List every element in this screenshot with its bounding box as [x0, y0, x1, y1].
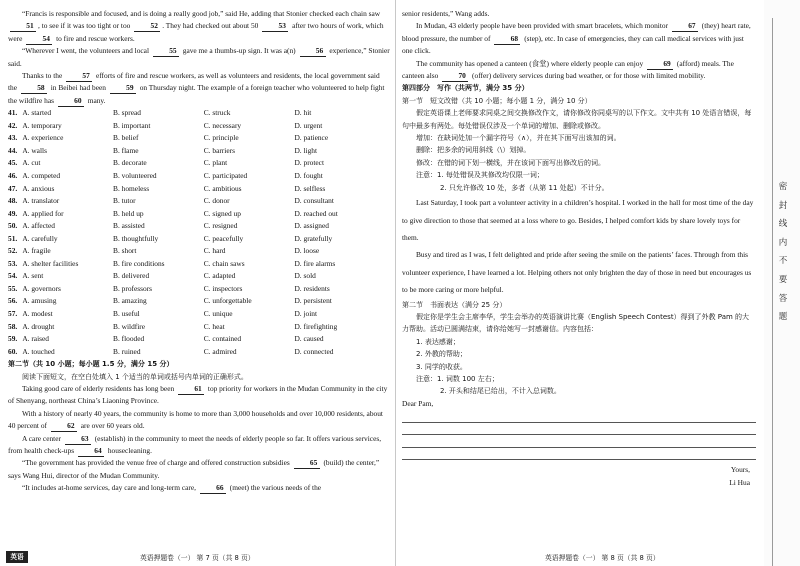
- text: . They had checked out about 50: [162, 21, 259, 31]
- content-point: 3. 同学的收获。: [416, 362, 467, 371]
- option-choice[interactable]: C. plant: [203, 158, 228, 168]
- option-choice[interactable]: A. touched: [22, 346, 55, 356]
- note-line: 2. 开头和结尾已给出，不计入总词数。: [440, 387, 561, 396]
- text: , to see if it was too tight or too: [38, 21, 131, 31]
- note-line: 注意：1. 词数 100 左右；: [416, 374, 499, 383]
- section-title: 第二节（共 10 小题；每小题 1.5 分，满分 15 分）: [8, 360, 174, 369]
- question-number: 53.: [8, 258, 18, 268]
- question-number: 50.: [8, 221, 18, 231]
- content-point: 2. 外教的帮助；: [416, 350, 467, 359]
- passage-paragraph: [8, 8, 390, 45]
- option-choice[interactable]: B. flame: [113, 145, 139, 155]
- blank-52: 52: [134, 21, 160, 32]
- option-row: [8, 245, 390, 258]
- option-choice[interactable]: A. affected: [22, 221, 56, 231]
- part-title: 第四部分 写作（共两节，满分 35 分）: [402, 84, 529, 93]
- text: experience,” Stonier said.: [8, 46, 390, 68]
- text: on Thursday night. The example of a foreign teacher who volunteered to help fight the wildfire has: [8, 83, 385, 105]
- text: “The government has provided the venue free of charge and offered construction subsidies: [22, 458, 290, 468]
- essay-paragraph: Last Saturday, I took part a volunteer activity in a children’s hospital. I worked in the hall for most time of the day to give direction to those that seemed at a loss where to go. Besides, I helped comfort kids by share lovely toys for them.: [402, 198, 754, 242]
- option-choice[interactable]: C. inspectors: [203, 283, 243, 293]
- option-choice[interactable]: A. started: [22, 108, 52, 118]
- option-choice[interactable]: C. resigned: [203, 221, 238, 231]
- text: In Mudan, 43 elderly people have been provided with smart bracelets, which monitor: [416, 21, 669, 31]
- option-choice[interactable]: D. reached out: [294, 208, 338, 218]
- option-choice[interactable]: A. walls: [22, 145, 47, 155]
- option-choice[interactable]: B. ruined: [113, 346, 141, 356]
- option-row: [8, 308, 390, 321]
- section-instruction: 阅读下面短文，在空白处填入 1 个适当的单词或括号内单词的正确形式。: [22, 372, 248, 381]
- page-footer-right: 英语押题卷（一） 第 8 页（共 8 页）: [545, 554, 660, 562]
- option-choice[interactable]: C. principle: [203, 133, 239, 143]
- text: Thanks to the: [22, 71, 63, 81]
- binding-notice: 密 封 线 内 不 要 答 题: [778, 182, 788, 323]
- question-number: 60.: [8, 346, 18, 356]
- option-choice[interactable]: D. assigned: [294, 221, 329, 231]
- writing-line[interactable]: [402, 423, 756, 436]
- option-choice[interactable]: C. donor: [203, 196, 230, 206]
- option-choice[interactable]: A. shelter facilities: [22, 258, 79, 268]
- question-number: 54.: [8, 271, 18, 281]
- text: housecleaning.: [107, 446, 152, 456]
- blank-55: 55: [153, 46, 179, 57]
- grammar-paragraph: [8, 457, 390, 482]
- question-number: 49.: [8, 208, 18, 218]
- passage-paragraph: [8, 45, 390, 70]
- option-choice[interactable]: B. amazing: [113, 296, 147, 306]
- letter-signature: Li Hua: [729, 477, 750, 487]
- grammar-paragraph: [8, 383, 390, 408]
- blank-51: 51: [10, 21, 36, 32]
- options-table: [8, 107, 390, 358]
- option-choice[interactable]: C. barriers: [203, 145, 235, 155]
- option-choice[interactable]: C. participated: [203, 170, 248, 180]
- text: (step), etc. In case of emergencies, they can call medical services with just one click.: [402, 33, 744, 56]
- grammar-paragraph: senior residents,” Wang adds.: [402, 9, 490, 18]
- question-number: 58.: [8, 321, 18, 331]
- text: (establish) in the community to meet the needs of elderly people so far. It offers various services, from health check-ups: [8, 433, 382, 456]
- option-choice[interactable]: A. translator: [22, 196, 60, 206]
- text: The community has opened a canteen (食堂) where elderly people can enjoy: [416, 58, 644, 68]
- option-choice[interactable]: A. applied for: [22, 208, 64, 218]
- option-choice[interactable]: B. decorate: [113, 158, 147, 168]
- option-choice[interactable]: A. competed: [22, 170, 61, 180]
- option-row: [8, 195, 390, 208]
- option-row: [8, 333, 390, 346]
- option-row: [8, 183, 390, 196]
- question-number: 45.: [8, 158, 18, 168]
- option-choice[interactable]: D. sold: [294, 271, 316, 281]
- option-row: [8, 233, 390, 246]
- text: after two hours of work, which were: [8, 21, 384, 43]
- question-number: 47.: [8, 183, 18, 193]
- text: (meet) the various needs of the: [229, 483, 322, 493]
- blank-61: 61: [178, 384, 204, 395]
- option-row: [8, 295, 390, 308]
- letter-greeting: Dear Pam,: [402, 398, 434, 408]
- option-choice[interactable]: B. thoughtfully: [113, 233, 159, 243]
- option-choice[interactable]: D. connected: [294, 346, 334, 356]
- option-choice[interactable]: D. consultant: [294, 196, 334, 206]
- option-choice[interactable]: B. tutor: [113, 196, 136, 206]
- option-choice[interactable]: D. urgent: [294, 120, 323, 130]
- blank-69: 69: [647, 59, 673, 70]
- letter-closing: Yours,: [730, 465, 750, 475]
- section-title: 第二节 书面表达（满分 25 分）: [402, 300, 507, 309]
- rule-delete: 删除：把多余的词用斜线（\）划掉。: [416, 146, 531, 155]
- option-choice[interactable]: B. important: [113, 120, 151, 130]
- option-choice[interactable]: B. homeless: [113, 183, 150, 193]
- text: “Wherever I went, the volunteers and local: [22, 46, 150, 56]
- option-choice[interactable]: B. professors: [113, 283, 153, 293]
- blank-66: 66: [200, 483, 226, 494]
- option-choice[interactable]: D. selfless: [294, 183, 326, 193]
- option-row: [8, 208, 390, 221]
- text: “It includes at-home services, day care and long-term care,: [22, 483, 197, 493]
- text: efforts of fire and rescue workers, as well as volunteers and residents, the local government said the: [8, 71, 380, 93]
- text: (they) heart rate, blood pressure, the number of: [402, 21, 751, 43]
- subject-badge: 英语: [6, 551, 28, 563]
- option-choice[interactable]: A. drought: [22, 321, 55, 331]
- question-number: 46.: [8, 170, 18, 180]
- option-row: [8, 346, 390, 359]
- text: are over 60 years old.: [80, 421, 145, 431]
- option-choice[interactable]: B. held up: [113, 208, 144, 218]
- text: A care center: [22, 433, 61, 443]
- blank-59: 59: [110, 83, 136, 94]
- question-number: 57.: [8, 309, 18, 318]
- writing-line[interactable]: [402, 448, 756, 461]
- page-divider: [395, 0, 396, 566]
- blank-70: 70: [442, 71, 468, 82]
- blank-60: 60: [58, 96, 84, 107]
- option-choice[interactable]: A. carefully: [22, 233, 58, 243]
- option-row: [8, 270, 390, 283]
- option-choice[interactable]: C. necessary: [203, 120, 242, 130]
- text: many.: [87, 95, 106, 105]
- option-choice[interactable]: B. belief: [113, 133, 139, 143]
- option-choice[interactable]: B. fire conditions: [113, 258, 165, 268]
- option-choice[interactable]: C. adapted: [203, 271, 236, 281]
- blank-58: 58: [21, 83, 47, 94]
- text: (afford) meals. The canteen also: [402, 58, 734, 81]
- option-choice[interactable]: A. governors: [22, 283, 61, 293]
- option-choice[interactable]: B. delivered: [113, 271, 150, 281]
- grammar-paragraph: [402, 20, 756, 57]
- rule-add: 增加：在缺词处加一个漏字符号（∧），并在其下面写出该加的词。: [416, 134, 621, 143]
- blank-57: 57: [66, 71, 92, 82]
- section-instruction: 假定英语课上老师要求同桌之间交换修改作文，请你修改你同桌写的以下作文。文中共有 10 处语言错误，每句中最多有两处。每处错误仅涉及一个单词的增加、删除或修改。: [402, 109, 752, 130]
- rule-modify: 修改：在错的词下划一横线，并在该词下面写出修改后的词。: [416, 158, 605, 167]
- blank-68: 68: [494, 34, 520, 45]
- binding-line: [772, 18, 773, 566]
- option-row: [8, 107, 390, 120]
- grammar-paragraph: [8, 408, 390, 433]
- option-choice[interactable]: A. experience: [22, 133, 64, 143]
- option-choice[interactable]: D. caused: [294, 334, 324, 344]
- text: to fire and rescue workers.: [56, 33, 135, 43]
- option-choice[interactable]: B. assisted: [113, 221, 145, 231]
- question-number: 42.: [8, 120, 18, 130]
- option-choice[interactable]: C. hard: [203, 246, 226, 256]
- blank-62: 62: [51, 421, 77, 432]
- option-row: [8, 220, 390, 233]
- text: Taking good care of elderly residents has long been: [22, 384, 175, 393]
- left-page: [8, 8, 390, 495]
- option-choice[interactable]: D. light: [294, 145, 318, 155]
- question-number: 51.: [8, 233, 18, 243]
- blank-64: 64: [78, 446, 104, 457]
- option-choice[interactable]: B. volunteered: [113, 170, 157, 180]
- option-choice[interactable]: D. fought: [294, 170, 323, 180]
- option-choice[interactable]: D. hit: [294, 108, 312, 118]
- text: gave me a thumbs-up sign. It was a(n): [182, 46, 296, 56]
- option-choice[interactable]: C. contained: [203, 334, 242, 344]
- blank-53: 53: [262, 21, 288, 32]
- text: in Beibei had been: [50, 83, 106, 93]
- option-choice[interactable]: A. temporary: [22, 120, 62, 130]
- option-row: [8, 157, 390, 170]
- option-choice[interactable]: A. sent: [22, 271, 44, 281]
- option-choice[interactable]: D. fire alarms: [294, 258, 336, 268]
- option-row: [8, 132, 390, 145]
- option-choice[interactable]: D. gratefully: [294, 233, 333, 243]
- option-choice[interactable]: C. struck: [203, 108, 231, 118]
- option-choice[interactable]: B. useful: [113, 309, 140, 318]
- option-choice[interactable]: C. peacefully: [203, 233, 244, 243]
- option-choice[interactable]: D. residents: [294, 283, 330, 293]
- text: With a history of nearly 40 years, the community is home to more than 3,000 households and over 10,000 residents, about 40 percent of: [8, 408, 383, 431]
- question-number: 55.: [8, 283, 18, 293]
- option-choice[interactable]: B. flooded: [113, 334, 145, 344]
- blank-67: 67: [672, 21, 698, 32]
- option-choice[interactable]: A. modest: [22, 309, 53, 318]
- writing-line[interactable]: [402, 410, 756, 423]
- blank-54: 54: [26, 34, 52, 45]
- option-choice[interactable]: D. firefighting: [294, 321, 338, 331]
- question-number: 56.: [8, 296, 18, 306]
- option-choice[interactable]: D. joint: [294, 309, 318, 318]
- question-number: 52.: [8, 246, 18, 256]
- section-instruction: 假定你是学生会主席李华，学生会举办的英语演讲比赛（English Speech Contest）得到了外教 Pam 的大力帮助。活动已圆满结束，请你给她写一封感谢信。内容包括：: [402, 312, 750, 334]
- option-choice[interactable]: C. signed up: [203, 208, 241, 218]
- question-number: 41.: [8, 108, 18, 118]
- text: (build) the center,” says Wang Hui, director of the Mudan Community.: [8, 458, 380, 480]
- section-title: 第一节 短文改错（共 10 小题；每小题 1 分，满分 10 分）: [402, 96, 592, 105]
- option-choice[interactable]: C. ambitious: [203, 183, 242, 193]
- option-choice[interactable]: C. admired: [203, 346, 237, 356]
- option-choice[interactable]: D. protect: [294, 158, 325, 168]
- option-choice[interactable]: B. short: [113, 246, 137, 256]
- blank-63: 63: [65, 434, 91, 445]
- text: top priority for workers in the Mudan Community in the city of Shenyang, northeast China’s Liaoning Province.: [8, 384, 388, 406]
- option-row: [8, 283, 390, 296]
- option-choice[interactable]: C. chain saws: [203, 258, 245, 268]
- option-choice[interactable]: B. spread: [113, 108, 141, 118]
- grammar-paragraph: [8, 482, 390, 494]
- option-choice[interactable]: D. loose: [294, 246, 320, 256]
- content-point: 1. 表达感谢；: [416, 337, 460, 346]
- text: “Francis is responsible and focused, and is doing a really good job,” said He, adding that Stonier checked each chain saw: [22, 9, 381, 18]
- blank-56: 56: [300, 46, 326, 57]
- option-choice[interactable]: A. amusing: [22, 296, 57, 306]
- option-choice[interactable]: D. persistent: [294, 296, 332, 306]
- option-row: [8, 120, 390, 133]
- page-footer-left: 英语押题卷（一） 第 7 页（共 8 页）: [140, 554, 255, 562]
- option-row: [8, 258, 390, 271]
- option-choice[interactable]: B. wildfire: [113, 321, 146, 331]
- option-row: [8, 145, 390, 158]
- option-choice[interactable]: A. fragile: [22, 246, 51, 256]
- grammar-paragraph: [8, 433, 390, 458]
- option-choice[interactable]: C. heat: [203, 321, 225, 331]
- option-choice[interactable]: C. unique: [203, 309, 233, 318]
- option-choice[interactable]: A. anxious: [22, 183, 55, 193]
- note-line: 注意：1. 每处错误及其修改均仅限一词；: [416, 171, 544, 180]
- writing-line[interactable]: [402, 435, 756, 448]
- note-line: 2. 只允许修改 10 处，多者（从第 11 处起）不计分。: [440, 183, 609, 192]
- option-choice[interactable]: A. raised: [22, 334, 49, 344]
- question-number: 43.: [8, 133, 18, 143]
- grammar-paragraph: [402, 58, 756, 83]
- option-choice[interactable]: C. unforgettable: [203, 296, 252, 306]
- essay-paragraph: Busy and tired as I was, I felt delighted and pride after seeing the smile on the patients’ faces. Through from this volunteer experience, I have learned a lot. Helping others not only brighten the day of those in need but encourages us to be more caring or more helpful.: [402, 250, 752, 295]
- right-page: [402, 8, 756, 489]
- text: (offer) delivery services during bad weather, or for those with limited mobility.: [472, 71, 706, 81]
- option-choice[interactable]: D. patience: [294, 133, 329, 143]
- question-number: 59.: [8, 334, 18, 344]
- passage-paragraph: [8, 70, 390, 107]
- question-number: 44.: [8, 145, 18, 155]
- option-row: [8, 321, 390, 334]
- option-row: [8, 170, 390, 183]
- blank-65: 65: [294, 458, 320, 469]
- question-number: 48.: [8, 196, 18, 206]
- option-choice[interactable]: A. cut: [22, 158, 41, 168]
